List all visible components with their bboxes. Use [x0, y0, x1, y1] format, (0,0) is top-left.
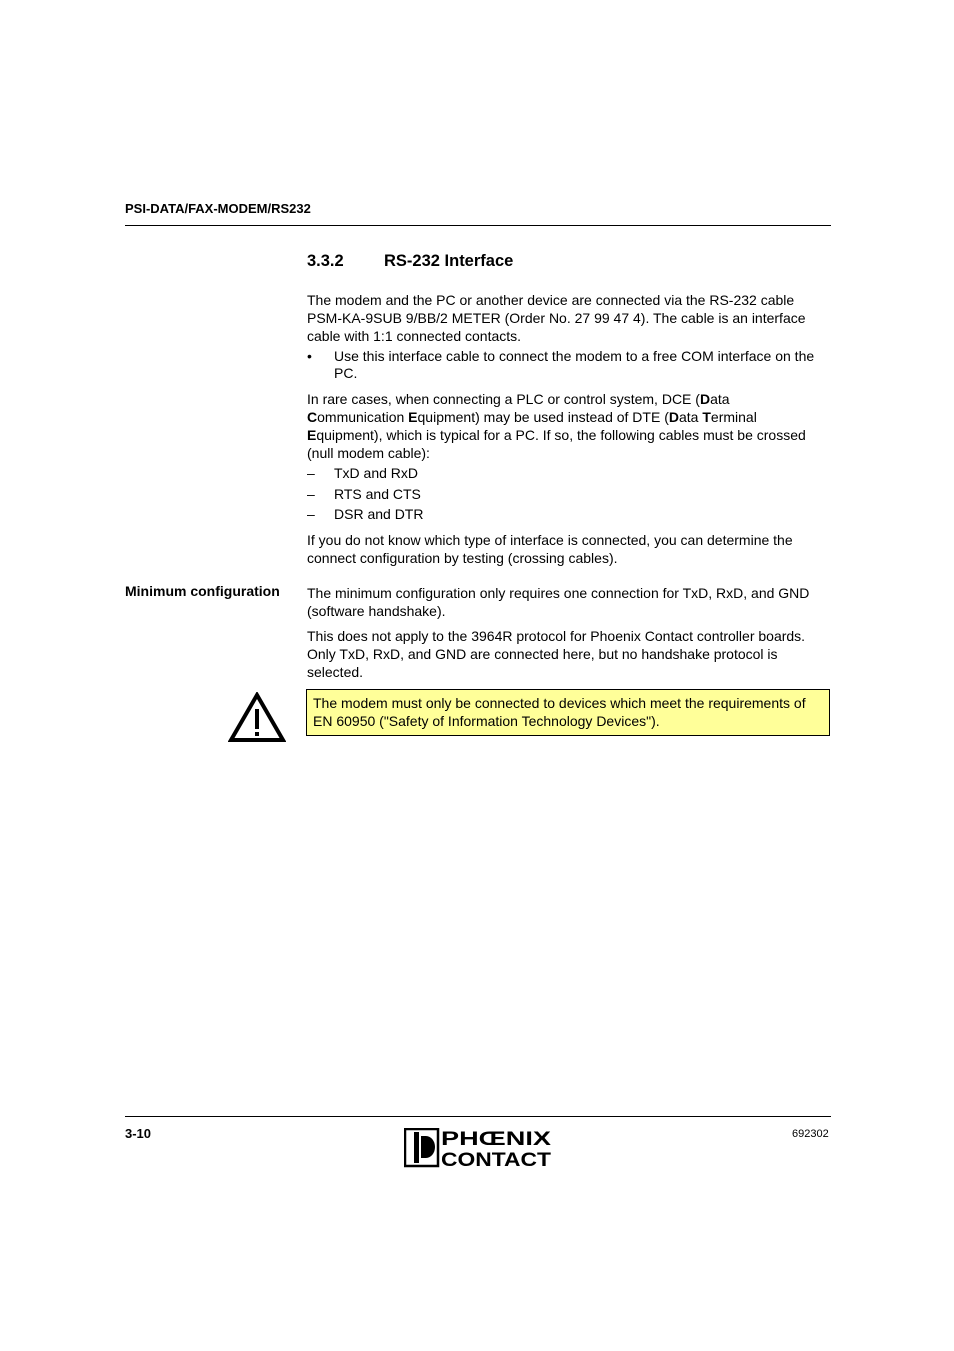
header-rule — [125, 225, 831, 226]
paragraph-dce-dte: In rare cases, when connecting a PLC or control system, DCE (Data Communication Equipment) may be used instead of DTE (Data Terminal Equipment), which is typical for a PC. If so, the following cables must be crossed (null modem cable): — [307, 391, 806, 461]
running-header: PSI-DATA/FAX-MODEM/RS232 — [125, 201, 311, 216]
svg-text:CONTACT: CONTACT — [441, 1150, 552, 1168]
section-number: 3.3.2 — [307, 252, 344, 270]
side-heading: Minimum configuration — [125, 583, 280, 599]
footer-rule — [125, 1116, 831, 1117]
page-number: 3-10 — [125, 1126, 152, 1141]
warning-triangle-icon — [228, 692, 286, 743]
paragraph-testing: If you do not know which type of interface is connected, you can determine the connect configuration by testing (crossing cables). — [307, 532, 793, 566]
paragraph-cable-intro: The modem and the PC or another device are connected via the RS-232 cable PSM-KA-9SUB 9/BB/2 METER (Order No. 27 99 47 4). The cable is an interface cable with 1:1 connected contacts. — [307, 292, 806, 344]
dash-item: – TxD and RxD — [307, 465, 419, 481]
dash-item: – RTS and CTS — [307, 486, 421, 502]
document-number: 692302 — [792, 1128, 829, 1140]
paragraph-3964r: This does not apply to the 3964R protocol for Phoenix Contact controller boards. Only TxD, RxD, and GND are connected here, but no handshake protocol is selected. — [307, 628, 806, 680]
bullet-mark: • — [307, 348, 312, 364]
bullet-item — [307, 348, 832, 382]
phoenix-contact-logo — [404, 1128, 552, 1168]
svg-text:PHŒNIX: PHŒNIX — [441, 1129, 552, 1150]
bullet-text: Use this interface cable to connect the modem to a free COM interface on the PC. — [334, 348, 815, 381]
paragraph-minimum-config: The minimum configuration only requires one connection for TxD, RxD, and GND (software handshake). — [307, 585, 810, 619]
warning-box — [306, 689, 830, 736]
warning-text: The modem must only be connected to devices which meet the requirements of EN 60950 ("Safety of Information Technology Devices"). — [313, 695, 806, 729]
dash-item: – DSR and DTR — [307, 506, 424, 522]
section-title: RS-232 Interface — [384, 252, 514, 270]
